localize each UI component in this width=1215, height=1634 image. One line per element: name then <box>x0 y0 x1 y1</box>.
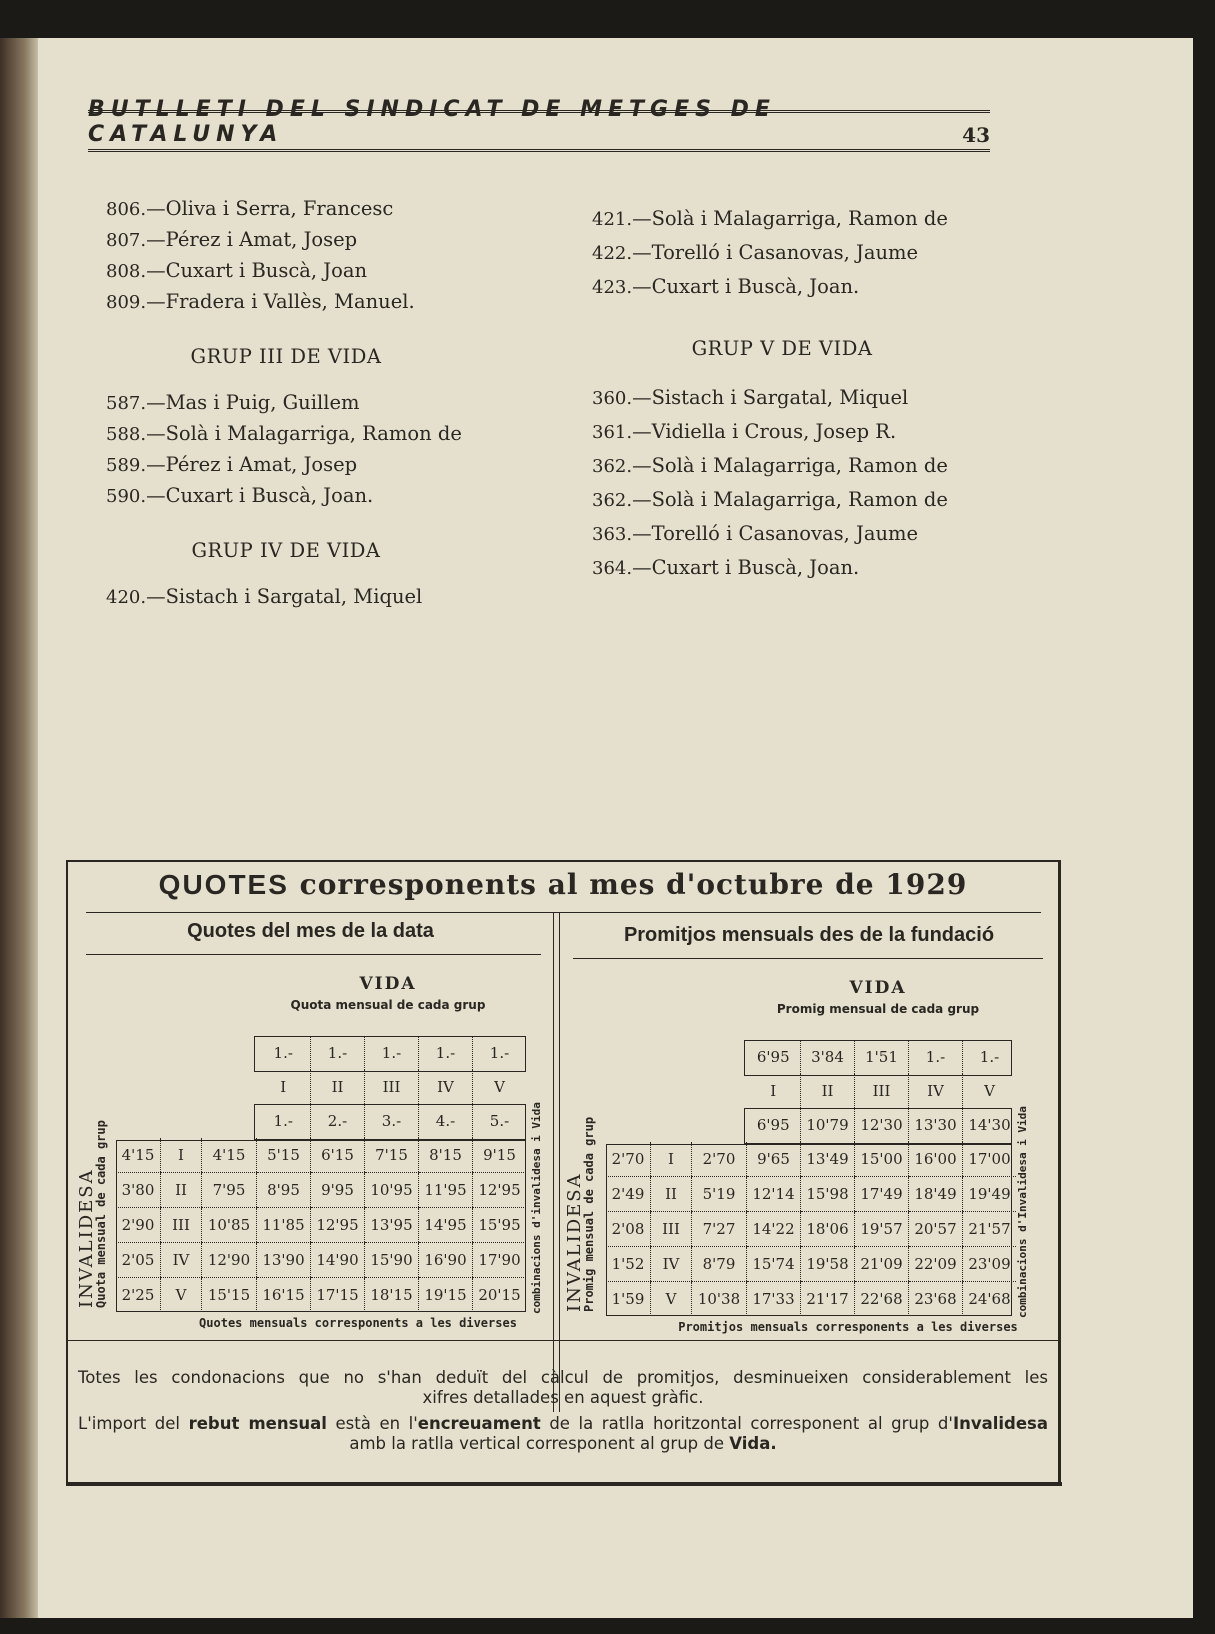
left-column <box>106 194 466 613</box>
grid-cell: 8'79 <box>692 1247 747 1282</box>
right-invalidesa-label: INVALIDESA <box>564 1172 585 1312</box>
grid-cell: III <box>161 1208 202 1243</box>
quotes-title-main: QUOTES <box>158 869 289 900</box>
page-header <box>88 97 990 156</box>
grid-empty <box>161 1104 202 1138</box>
grid-cell: 2'70 <box>606 1142 651 1177</box>
grid-cell: 1.- <box>311 1036 365 1070</box>
grid-empty <box>116 1070 161 1104</box>
grid-empty <box>651 1074 692 1108</box>
right-bottom-label: Promitjos mensuals corresponents a les diverses <box>678 1320 1018 1334</box>
grid-cell: 14'22 <box>747 1212 801 1247</box>
entry-name: —Torelló i Casanovas, Jaume <box>632 241 919 264</box>
grid-empty <box>202 1104 257 1138</box>
note2-line2 <box>78 1434 1048 1454</box>
grid-row <box>606 1177 1016 1212</box>
grid-cell: 6'95 <box>756 1048 790 1066</box>
entry-number: 363. <box>592 524 633 545</box>
left-side-label: combinacions d'invalidesa i Vida <box>530 1102 543 1314</box>
grid-cell: 12'95 <box>311 1208 365 1243</box>
grid-cell: 1.- <box>473 1036 527 1070</box>
grid-empty <box>651 1108 692 1142</box>
grid-row <box>116 1278 526 1313</box>
grid-empty <box>202 1070 257 1104</box>
entry-number: 589. <box>106 455 147 476</box>
grid-cell: 5'19 <box>692 1177 747 1212</box>
grid-empty <box>606 1108 651 1142</box>
entry-name: —Solà i Malagarriga, Ramon de <box>146 422 462 445</box>
left-bottom-label: Quotes mensuals corresponents a les diverses <box>199 1316 517 1330</box>
grid-empty <box>692 1108 747 1142</box>
note2-d: encreuament <box>417 1414 541 1433</box>
grid-cell: 8'95 <box>257 1173 311 1208</box>
list-item <box>106 225 466 256</box>
header-title-row <box>88 97 990 147</box>
entry-name: —Vidiella i Crous, Josep R. <box>632 420 897 443</box>
grid-cell: 10'85 <box>202 1208 257 1243</box>
entry-name: —Cuxart i Buscà, Joan. <box>632 556 860 579</box>
entry-number: 364. <box>592 558 633 579</box>
list-item <box>106 481 466 512</box>
left-vida-sub: Quota mensual de cada grup <box>290 998 486 1012</box>
grid-cell: III <box>651 1212 692 1247</box>
note-condonacions <box>78 1368 1048 1408</box>
grid-empty <box>606 1074 651 1108</box>
entry-name: —Fradera i Vallès, Manuel. <box>146 290 415 313</box>
list-item <box>592 449 972 483</box>
right-side-label: combinacions d'Invalidesa i Vida <box>1016 1106 1029 1318</box>
right-list-top <box>592 202 972 304</box>
grid-cell: V <box>161 1278 202 1313</box>
page-number: 43 <box>962 123 990 147</box>
grid-cell: 6'95 <box>756 1116 790 1134</box>
grid-row <box>116 1036 526 1070</box>
list-item <box>592 517 972 551</box>
grid-row <box>116 1070 526 1104</box>
grid-cell: IV <box>909 1074 963 1108</box>
grid-cell: 20'57 <box>909 1212 963 1247</box>
grid-cell: 17'00 <box>963 1142 1017 1177</box>
entry-number: 421. <box>592 209 633 230</box>
center-divider-2 <box>559 912 560 1412</box>
grid-cell: III <box>365 1070 419 1104</box>
grid-row <box>116 1138 526 1173</box>
list-item <box>592 415 972 449</box>
grid-cell: 22'68 <box>855 1282 909 1317</box>
grid-cell: 23'09 <box>963 1247 1017 1282</box>
grid-cell: 2'70 <box>692 1142 747 1177</box>
left-sub-rule <box>86 954 541 955</box>
note1-line2: xifres detallades en aquest gràfic. <box>422 1388 704 1407</box>
list-item <box>106 287 466 318</box>
grid-empty <box>692 1040 747 1074</box>
grid-cell: II <box>651 1177 692 1212</box>
grid-cell: 2'90 <box>116 1208 161 1243</box>
grid-cell: II <box>801 1074 855 1108</box>
grid-cell: 19'58 <box>801 1247 855 1282</box>
entry-number: 423. <box>592 277 633 298</box>
list-item <box>592 202 972 236</box>
grid-cell: 8'15 <box>419 1138 473 1173</box>
grid-empty <box>161 1036 202 1070</box>
grid-cell: 16'15 <box>257 1278 311 1313</box>
list-item <box>106 419 466 450</box>
left-grid <box>116 1036 526 1312</box>
entry-number: 588. <box>106 424 147 445</box>
grid-cell: 15'74 <box>747 1247 801 1282</box>
grid-cell: 15'98 <box>801 1177 855 1212</box>
grid-cell: I <box>280 1078 287 1096</box>
grid-cell: 13'90 <box>257 1243 311 1278</box>
grid-cell: 17'90 <box>473 1243 527 1278</box>
grid-cell: IV <box>161 1243 202 1278</box>
right-vida-sub: Promig mensual de cada grup <box>776 1002 980 1016</box>
grid-cell: V <box>963 1074 1017 1108</box>
grid-cell: 1'51 <box>855 1040 909 1074</box>
grid-row <box>116 1104 526 1138</box>
header-rule-bottom <box>88 149 990 156</box>
grid-empty <box>116 1104 161 1138</box>
grid-cell: 3'84 <box>801 1040 855 1074</box>
grid-cell: 19'15 <box>419 1278 473 1313</box>
journal-title: BUTLLETI DEL SINDICAT DE METGES DE CATALUNYA <box>88 97 776 147</box>
list-item <box>106 388 466 419</box>
grid-cell: 15'00 <box>855 1142 909 1177</box>
left-subtitle: Quotes del mes de la data <box>187 920 434 942</box>
entry-number: 590. <box>106 486 147 507</box>
grid-cell: I <box>651 1142 692 1177</box>
grid-cell: 13'30 <box>909 1108 963 1142</box>
grid-cell: 12'95 <box>473 1173 527 1208</box>
entry-name: —Pérez i Amat, Josep <box>146 228 358 251</box>
grid-cell: 12'90 <box>202 1243 257 1278</box>
list-item <box>106 256 466 287</box>
grid-empty <box>606 1040 651 1074</box>
entry-name: —Sistach i Sargatal, Miquel <box>146 585 423 608</box>
grid-cell: 1.- <box>273 1112 293 1130</box>
grid-cell: V <box>473 1070 527 1104</box>
grid-cell: 19'57 <box>855 1212 909 1247</box>
grid-cell: 2.- <box>311 1104 365 1138</box>
quotes-title-rest: corresponents al mes d'octubre de 1929 <box>299 868 968 901</box>
grid-row <box>606 1247 1016 1282</box>
entry-name: —Sistach i Sargatal, Miquel <box>632 386 909 409</box>
grid-cell: 16'90 <box>419 1243 473 1278</box>
right-sub-rule <box>573 958 1043 959</box>
grid-cell: 4'15 <box>202 1138 257 1173</box>
left-vida: VIDA <box>359 974 417 994</box>
grid-cell: 2'05 <box>116 1243 161 1278</box>
grid-cell: 9'95 <box>311 1173 365 1208</box>
grid-cell: 14'90 <box>311 1243 365 1278</box>
grid-row <box>606 1108 1016 1142</box>
grid-cell: II <box>311 1070 365 1104</box>
list-item <box>592 236 972 270</box>
grid-cell: 2'49 <box>606 1177 651 1212</box>
grid-cell: 5.- <box>473 1104 527 1138</box>
grid-cell: 5'15 <box>257 1138 311 1173</box>
grid-cell: 12'30 <box>855 1108 909 1142</box>
note2-e: de la ratlla horitzontal corresponent al grup d' <box>549 1414 953 1433</box>
center-divider <box>553 912 554 1412</box>
entry-number: 362. <box>592 490 633 511</box>
grid-row <box>606 1040 1016 1074</box>
grid-cell: 16'00 <box>909 1142 963 1177</box>
grup5-heading: GRUP V DE VIDA <box>691 337 873 360</box>
entry-name: —Cuxart i Buscà, Joan <box>146 259 368 282</box>
left-invalidesa-label: INVALIDESA <box>76 1168 97 1308</box>
entry-number: 422. <box>592 243 633 264</box>
grid-cell: 18'06 <box>801 1212 855 1247</box>
grid-cell: 15'90 <box>365 1243 419 1278</box>
grid-empty <box>651 1040 692 1074</box>
right-subtitle: Promitjos mensuals des de la fundació <box>623 924 995 946</box>
entry-name: —Cuxart i Buscà, Joan. <box>146 484 374 507</box>
grid-cell: 10'79 <box>801 1108 855 1142</box>
grup4-list <box>106 582 466 613</box>
list-item <box>592 381 972 415</box>
grid-cell: 2'25 <box>121 1286 155 1304</box>
grid-cell: 17'33 <box>747 1282 801 1317</box>
right-inv-sub-label: Promig mensual de cada grup <box>582 1116 596 1312</box>
grid-cell: 17'49 <box>855 1177 909 1212</box>
book-spine <box>0 38 42 1618</box>
entry-name: —Solà i Malagarriga, Ramon de <box>632 207 948 230</box>
grid-row <box>116 1208 526 1243</box>
grid-cell: 11'95 <box>419 1173 473 1208</box>
grid-cell: 1.- <box>909 1040 963 1074</box>
quotes-box-bottom-rule <box>66 1482 1062 1486</box>
grid-cell: 9'15 <box>473 1138 527 1173</box>
grid-cell: IV <box>419 1070 473 1104</box>
grid-cell: 13'95 <box>365 1208 419 1243</box>
grid-cell: 17'15 <box>311 1278 365 1313</box>
grid-empty <box>161 1070 202 1104</box>
grid-cell: 14'30 <box>963 1108 1017 1142</box>
grup3-list <box>106 388 466 512</box>
grid-cell: 21'17 <box>801 1282 855 1317</box>
grid-cell: 11'85 <box>257 1208 311 1243</box>
note-import <box>78 1414 1048 1454</box>
note2-b: rebut mensual <box>188 1414 327 1433</box>
grid-empty <box>202 1036 257 1070</box>
grid-cell: 18'15 <box>365 1278 419 1313</box>
list-item <box>592 483 972 517</box>
grid-cell: V <box>651 1282 692 1317</box>
grid-cell: 13'49 <box>801 1142 855 1177</box>
list-item <box>592 551 972 585</box>
grid-cell: 7'95 <box>202 1173 257 1208</box>
grid-cell: 1.- <box>365 1036 419 1070</box>
grid-row <box>116 1173 526 1208</box>
grid-cell: 9'65 <box>747 1142 801 1177</box>
notes-rule <box>68 1340 1058 1341</box>
grid-cell: 22'09 <box>909 1247 963 1282</box>
quotes-title <box>68 868 1058 901</box>
entry-number: 361. <box>592 422 633 443</box>
grid-cell: 1.- <box>419 1036 473 1070</box>
left-list-top <box>106 194 466 318</box>
grid-cell: 1'59 <box>611 1290 645 1308</box>
entry-number: 360. <box>592 388 633 409</box>
entry-name: —Oliva i Serra, Francesc <box>146 197 394 220</box>
grid-cell: 1.- <box>273 1044 293 1062</box>
grid-empty <box>116 1036 161 1070</box>
entry-number: 809. <box>106 292 147 313</box>
grid-cell: 23'68 <box>909 1282 963 1317</box>
entry-number: 807. <box>106 230 147 251</box>
grid-cell: 2'08 <box>606 1212 651 1247</box>
grid-cell: 3.- <box>365 1104 419 1138</box>
grid-cell: 4'15 <box>116 1138 161 1173</box>
grid-row <box>116 1243 526 1278</box>
grid-cell: 6'15 <box>311 1138 365 1173</box>
grid-cell: 20'15 <box>473 1278 527 1313</box>
grid-cell: 18'49 <box>909 1177 963 1212</box>
grid-cell: 10'95 <box>365 1173 419 1208</box>
grid-cell: 1'52 <box>606 1247 651 1282</box>
entry-name: —Cuxart i Buscà, Joan. <box>632 275 860 298</box>
grid-cell: I <box>770 1082 777 1100</box>
entry-number: 806. <box>106 199 147 220</box>
entry-name: —Solà i Malagarriga, Ramon de <box>632 454 948 477</box>
grid-cell: 7'27 <box>692 1212 747 1247</box>
entry-number: 808. <box>106 261 147 282</box>
list-item <box>592 270 972 304</box>
grup4-heading: GRUP IV DE VIDA <box>191 539 381 562</box>
note2-c: està en l' <box>335 1414 418 1433</box>
entry-number: 362. <box>592 456 633 477</box>
grid-cell: 19'49 <box>963 1177 1017 1212</box>
note2-a: L'import del <box>78 1414 180 1433</box>
note2-g: amb la ratlla vertical corresponent al grup de <box>349 1434 725 1453</box>
grid-cell: 21'57 <box>963 1212 1017 1247</box>
left-inv-sub-label: Quota mensual de cada grup <box>94 1120 108 1308</box>
entry-number: 587. <box>106 393 147 414</box>
grid-cell: 1.- <box>963 1040 1017 1074</box>
entry-name: —Mas i Puig, Guillem <box>146 391 360 414</box>
grid-cell: 15'95 <box>473 1208 527 1243</box>
right-grid <box>606 1040 1016 1316</box>
grid-cell: III <box>855 1074 909 1108</box>
note2-f: Invalidesa <box>952 1414 1048 1433</box>
entry-name: —Solà i Malagarriga, Ramon de <box>632 488 948 511</box>
grid-empty <box>692 1074 747 1108</box>
grid-cell: 10'38 <box>692 1282 747 1317</box>
grid-cell: 4.- <box>419 1104 473 1138</box>
grid-row <box>606 1282 1016 1317</box>
grup3-heading: GRUP III DE VIDA <box>190 345 382 368</box>
grid-cell: IV <box>651 1247 692 1282</box>
grid-cell: 15'15 <box>202 1278 257 1313</box>
right-column <box>592 202 972 585</box>
title-rule <box>86 912 1041 913</box>
entry-name: —Pérez i Amat, Josep <box>146 453 358 476</box>
grid-cell: I <box>161 1138 202 1173</box>
entry-name: —Torelló i Casanovas, Jaume <box>632 522 919 545</box>
grid-cell: 24'68 <box>963 1282 1017 1317</box>
grid-cell: 7'15 <box>365 1138 419 1173</box>
grup5-list <box>592 381 972 585</box>
grid-row <box>606 1074 1016 1108</box>
grid-row <box>606 1142 1016 1177</box>
list-item <box>106 194 466 225</box>
grid-cell: II <box>161 1173 202 1208</box>
grid-cell: 12'14 <box>747 1177 801 1212</box>
entry-number: 420. <box>106 587 147 608</box>
grid-cell: 14'95 <box>419 1208 473 1243</box>
right-vida: VIDA <box>849 978 907 998</box>
note1-line1: Totes les condonacions que no s'han deduït del càlcul de promitjos, desminueixen considerablement les <box>78 1368 1048 1387</box>
note2-line1 <box>78 1414 1048 1434</box>
list-item <box>106 450 466 481</box>
grid-cell: 3'80 <box>116 1173 161 1208</box>
note2-h: Vida. <box>729 1434 777 1453</box>
grid-row <box>606 1212 1016 1247</box>
list-item <box>106 582 466 613</box>
grid-cell: 21'09 <box>855 1247 909 1282</box>
